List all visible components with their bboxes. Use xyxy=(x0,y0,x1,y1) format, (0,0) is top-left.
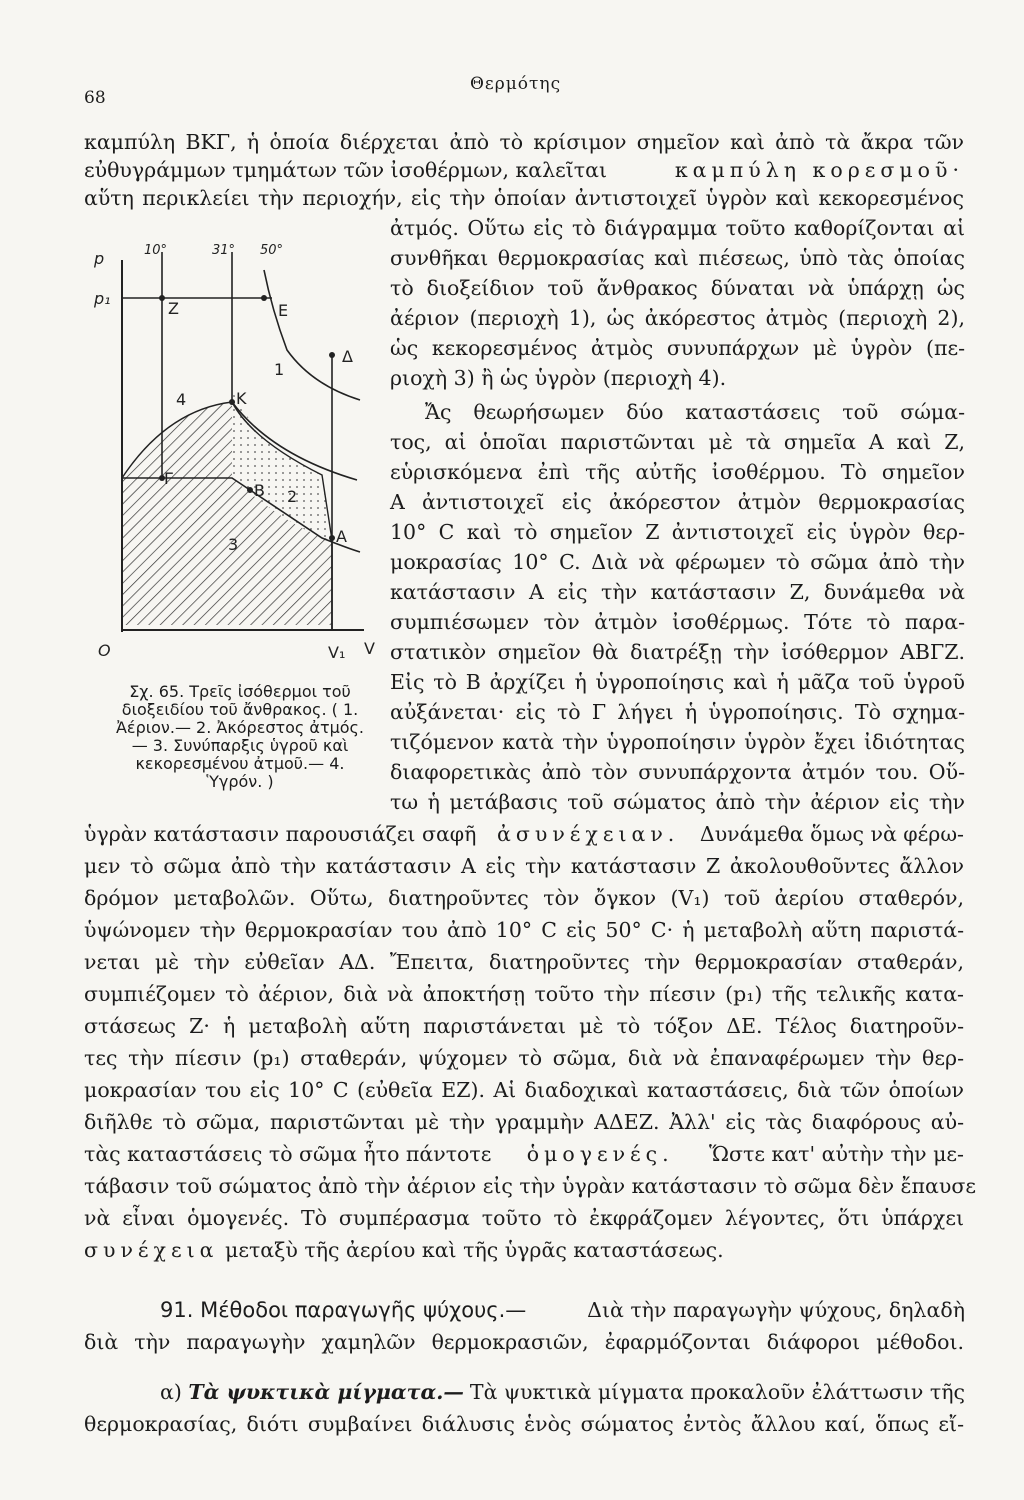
emphasis: καμπύλη κορεσμοῦ· xyxy=(674,158,964,182)
label-E: E xyxy=(278,301,289,320)
text-line: ὑψώνομεν τὴν θερμοκρασίαν του ἀπὸ 10° C εἰς 50° C· ἡ μεταβολὴ αὕτη παριστά- xyxy=(84,918,964,942)
text-line: τιζόμενον κατὰ τὴν ὑγροποίησιν ὑγρὸν ἔχει ἰδιότητας xyxy=(390,730,965,754)
text-line: διὰ τὴν παραγωγὴν χαμηλῶν θερμοκρασιῶν, ἐφαρμόζονται διάφοροι μέθοδοι. xyxy=(84,1330,964,1354)
text-line: ὡς κεκορεσμένος ἀτμὸς συνυπάρχων μὲ ὑγρὸν (πε- xyxy=(390,336,965,360)
text-line: αὕτη περικλείει τὴν περιοχήν, εἰς τὴν ὁποίαν ἀντιστοιχεῖ ὑγρὸν καὶ κεκορεσμένος xyxy=(84,186,964,210)
text-line: δρόμον μεταβολῶν. Οὕτω, διατηροῦντες τὸν ὄγκον (V₁) τοῦ ἀερίου σταθερόν, xyxy=(84,886,964,910)
text-line: συνθῆκαι θερμοκρασίας καὶ πιέσεως, ὑπὸ τὰς ὁποίας xyxy=(390,246,965,270)
emphasis: ἀσυνέχειαν. xyxy=(497,822,680,846)
text-line: τος, αἱ ὁποῖαι παριστῶνται μὲ τὰ σημεῖα Α καὶ Ζ, xyxy=(390,430,965,454)
text-line: στάσεως Ζ· ἡ μεταβολὴ αὕτη παριστάνεται μὲ τὸ τόξον ΔΕ. Τέλος διατηροῦν- xyxy=(84,1014,964,1038)
page-number: 68 xyxy=(84,88,106,108)
text-line: μοκρασίας 10° C. Διὰ νὰ φέρωμεν τὸ σῶμα ἀπὸ τὴν xyxy=(390,550,965,574)
text-fragment: Δυνάμεθα ὅμως νὰ φέρω- xyxy=(699,822,964,846)
text-fragment: μεταξὺ τῆς ἀερίου καὶ τῆς ὑγρᾶς καταστάσεως. xyxy=(225,1238,724,1262)
text-line: νεται μὲ τὴν εὐθεῖαν ΑΔ. Ἔπειτα, διατηροῦντες τὴν θερμοκρασίαν σταθεράν, xyxy=(84,950,964,974)
subsection-label: α) xyxy=(160,1380,182,1404)
label-region-3: 3 xyxy=(228,535,239,554)
text-line: διαφορετικὰς ἀπὸ τὸν συνυπάρχοντα ἀτμόν του. Οὕ- xyxy=(390,760,965,784)
label-region-4: 4 xyxy=(176,390,187,409)
subsection-heading: Τὰ ψυκτικὰ μίγματα.— xyxy=(188,1380,464,1404)
label-V1: V₁ xyxy=(328,643,346,662)
figure-caption: Σχ. 65. Τρεῖς ἰσόθερμοι τοῦ διοξειδίου τοῦ ἄνθρακος. ( 1. Ἀέριον.— 2. Ἀκόρεστος ἀτμός.— 3. Συνύπαρξις ὑγροῦ καὶ κεκορεσμένου ἀτμοῦ.— 4. Ὑγρόν. ) xyxy=(115,682,365,791)
text-fragment: Τὰ ψυκτικὰ μίγματα προκαλοῦν ἐλάττωσιν τῆς xyxy=(469,1380,965,1404)
text-line xyxy=(84,156,964,184)
text-line: ἀέριον (περιοχὴ 1), ὡς ἀκόρεστος ἀτμὸς (περιοχὴ 2), xyxy=(390,306,965,330)
text-line: κατάστασιν Α εἰς τὴν κατάστασιν Ζ, δυνάμεθα νὰ xyxy=(390,580,965,604)
isotherm-diagram xyxy=(92,240,382,680)
label-K: K xyxy=(236,389,247,408)
text-line: Α ἀντιστοιχεῖ εἰς ἀκόρεστον ἀτμὸν θερμοκρασίας xyxy=(390,490,965,514)
text-line: νὰ εἶναι ὁμογενές. Τὸ συμπέρασμα τοῦτο τὸ ἐκφράζομεν λέγοντες, ὅτι ὑπάρχει xyxy=(84,1206,964,1230)
text-line: Εἰς τὸ Β ἀρχίζει ἡ ὑγροποίησις καὶ ἡ μᾶζα τοῦ ὑγροῦ xyxy=(390,670,965,694)
label-region-1: 1 xyxy=(274,360,285,379)
isotherm-50 xyxy=(264,270,360,400)
text-line: 10° C καὶ τὸ σημεῖον Ζ ἀντιστοιχεῖ εἰς ὑγρὸν θερ- xyxy=(390,520,965,544)
text-line: συμπιέσωμεν τὸν ἀτμὸν ἰσοθέρμως. Τότε τὸ παρα- xyxy=(390,610,965,634)
label-p1: p₁ xyxy=(94,289,111,308)
label-Z: Z xyxy=(168,299,179,318)
label-G: Γ xyxy=(164,469,173,488)
label-D: Δ xyxy=(342,347,353,366)
text-line xyxy=(84,1140,964,1168)
label-A: A xyxy=(336,527,347,546)
text-line xyxy=(84,820,964,848)
label-region-2: 2 xyxy=(287,487,298,506)
label-p: p xyxy=(94,249,105,268)
label-t10: 10° xyxy=(144,243,168,258)
text-line: αὐξάνεται· εἰς τὸ Γ λήγει ἡ ὑγροποίησις. Τὸ σχημα- xyxy=(390,700,965,724)
text-line: τες τὴν πίεσιν (p₁) σταθεράν, ψύχομεν τὸ σῶμα, διὰ νὰ ἐπαναφέρωμεν τὴν θερ- xyxy=(84,1046,964,1070)
text-fragment: Διὰ τὴν παραγωγὴν ψύχους, δηλαδὴ xyxy=(587,1298,965,1322)
text-line: τὸ διοξείδιον τοῦ ἄνθρακος δύναται νὰ ὑπάρχῃ ὡς xyxy=(390,276,965,300)
text-line: διῆλθε τὸ σῶμα, παριστῶνται μὲ τὴν γραμμὴν ΑΔΕΖ. Ἀλλ' εἰς τὰς διαφόρους αὐ- xyxy=(84,1110,964,1134)
text-line: τω ἡ μετάβασις τοῦ σώματος ἀπὸ τὴν ἀέριον εἰς τὴν xyxy=(390,790,965,814)
label-V: V xyxy=(364,639,375,658)
text-fragment: ὑγρὰν κατάστασιν παρουσιάζει σαφῆ xyxy=(84,822,477,846)
text-line: καμπύλη ΒΚΓ, ἡ ὁποία διέρχεται ἀπὸ τὸ κρίσιμον σημεῖον καὶ ἀπὸ τὰ ἄκρα τῶν xyxy=(84,130,964,154)
text-line: μοκρασίαν του εἰς 10° C (εὐθεῖα ΕΖ). Αἱ διαδοχικαὶ καταστάσεις, διὰ τῶν ὁποίων xyxy=(84,1078,964,1102)
section-heading: 91. Μέθοδοι παραγωγῆς ψύχους.— xyxy=(160,1298,527,1322)
section-heading-line xyxy=(160,1296,965,1324)
text-line: στατικὸν σημεῖον θὰ διατρέξῃ τὴν ἰσόθερμον ΑΒΓΖ. xyxy=(390,640,965,664)
subsection-title xyxy=(160,1378,464,1406)
label-O: O xyxy=(98,641,111,660)
label-t50: 50° xyxy=(260,243,284,258)
text-line: μεν τὸ σῶμα ἀπὸ τὴν κατάστασιν Α εἰς τὴν κατάστασιν Ζ ἀκολουθοῦντες ἄλλον xyxy=(84,854,964,878)
text-line: τάβασιν τοῦ σώματος ἀπὸ τὴν ἀέριον εἰς τὴν ὑγρὰν κατάστασιν τὸ σῶμα δὲν ἔπαυσε xyxy=(84,1174,976,1198)
emphasis: συνέχεια xyxy=(84,1238,219,1262)
label-t31: 31° xyxy=(212,243,236,258)
text-fragment: Ὥστε κατ' αὐτὴν τὴν με- xyxy=(708,1142,964,1166)
text-line: θερμοκρασίας, διότι συμβαίνει διάλυσις ἑνὸς σώματος ἐντὸς ἄλλου καί, ὅπως εἴ- xyxy=(84,1412,964,1436)
text-line: ἀτμός. Οὕτω εἰς τὸ διάγραμμα τοῦτο καθορίζονται αἱ xyxy=(390,216,965,240)
text-fragment: εὐθυγράμμων τμημάτων τῶν ἰσοθέρμων, καλεῖται xyxy=(84,158,608,182)
text-line xyxy=(84,1236,964,1264)
text-line: ριοχὴ 3) ἢ ὡς ὑγρὸν (περιοχὴ 4). xyxy=(390,366,727,390)
subsection-line xyxy=(160,1378,965,1406)
text-fragment: τὰς καταστάσεις τὸ σῶμα ἦτο πάντοτε xyxy=(84,1142,492,1166)
label-B: B xyxy=(254,481,265,500)
running-title: Θερμότης xyxy=(470,74,562,94)
emphasis: ὁμογενές. xyxy=(526,1142,674,1166)
text-line: συμπιέζομεν τὸ ἀέριον, διὰ νὰ ἀποκτήσῃ τοῦτο τὴν πίεσιν (p₁) τῆς τελικῆς κατα- xyxy=(84,982,964,1006)
text-line: εὑρισκόμενα ἐπὶ τῆς αὐτῆς ἰσοθέρμου. Τὸ σημεῖον xyxy=(390,460,965,484)
text-line: Ἄς θεωρήσωμεν δύο καταστάσεις τοῦ σώμα- xyxy=(425,400,965,424)
